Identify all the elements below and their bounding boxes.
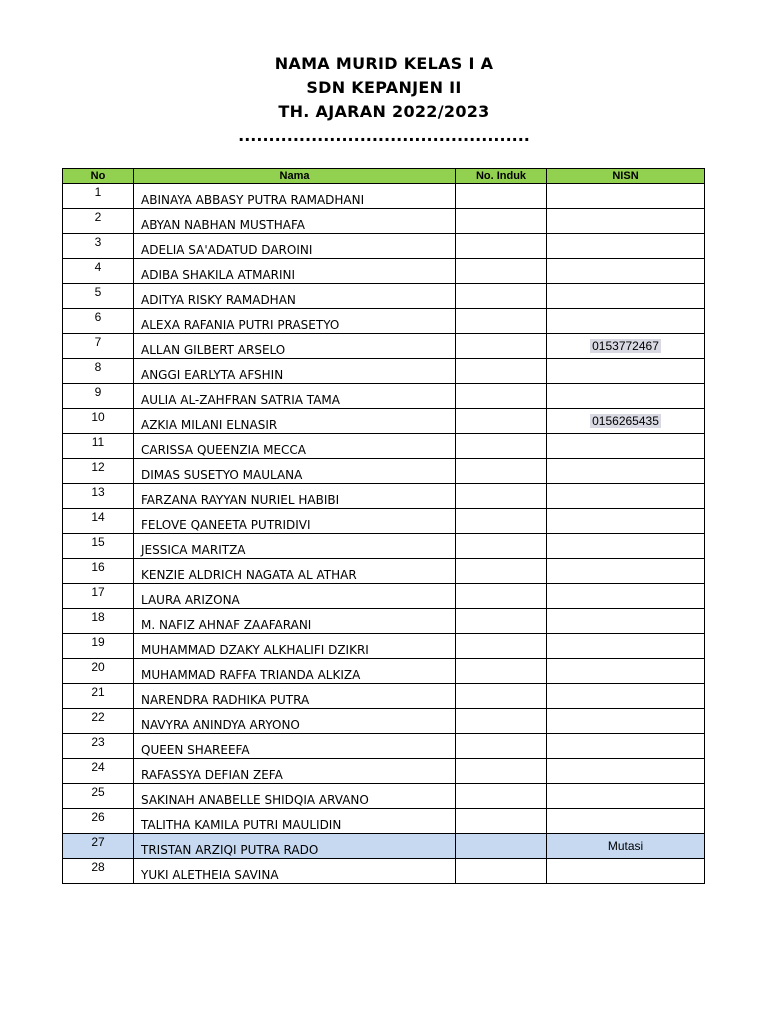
table-row bbox=[63, 784, 705, 809]
cell-nama: ADITYA RISKY RAMADHAN bbox=[134, 284, 456, 309]
column-header-no-induk: No. Induk bbox=[456, 169, 547, 184]
table-row bbox=[63, 684, 705, 709]
cell-nisn bbox=[547, 584, 705, 609]
cell-no-induk bbox=[456, 209, 547, 234]
column-header-nama: Nama bbox=[134, 169, 456, 184]
cell-no-induk bbox=[456, 709, 547, 734]
cell-no-induk bbox=[456, 634, 547, 659]
cell-no-induk bbox=[456, 759, 547, 784]
table-row bbox=[63, 634, 705, 659]
table-row bbox=[63, 834, 705, 859]
cell-nama: AULIA AL-ZAHFRAN SATRIA TAMA bbox=[134, 384, 456, 409]
title-line-1: NAMA MURID KELAS I A bbox=[274, 54, 494, 73]
cell-nisn bbox=[547, 559, 705, 584]
table-row bbox=[63, 209, 705, 234]
table-row bbox=[63, 609, 705, 634]
table-row bbox=[63, 434, 705, 459]
cell-nisn bbox=[547, 709, 705, 734]
cell-nisn bbox=[547, 334, 705, 359]
cell-no-induk bbox=[456, 284, 547, 309]
cell-no: 9 bbox=[63, 384, 134, 409]
table-row bbox=[63, 359, 705, 384]
cell-no: 17 bbox=[63, 584, 134, 609]
cell-no-induk bbox=[456, 234, 547, 259]
cell-nama: KENZIE ALDRICH NAGATA AL ATHAR bbox=[134, 559, 456, 584]
cell-nisn bbox=[547, 809, 705, 834]
cell-nama: TRISTAN ARZIQI PUTRA RADO bbox=[134, 834, 456, 859]
cell-nisn bbox=[547, 259, 705, 284]
cell-nama: FARZANA RAYYAN NURIEL HABIBI bbox=[134, 484, 456, 509]
table-header-row bbox=[63, 169, 705, 184]
cell-nama: ABINAYA ABBASY PUTRA RAMADHANI bbox=[134, 184, 456, 209]
cell-no: 12 bbox=[63, 459, 134, 484]
cell-no: 27 bbox=[63, 834, 134, 859]
cell-no: 3 bbox=[63, 234, 134, 259]
cell-nisn bbox=[547, 459, 705, 484]
cell-no: 11 bbox=[63, 434, 134, 459]
cell-no-induk bbox=[456, 409, 547, 434]
cell-no: 16 bbox=[63, 559, 134, 584]
cell-no-induk bbox=[456, 784, 547, 809]
cell-no-induk bbox=[456, 609, 547, 634]
cell-nisn bbox=[547, 659, 705, 684]
cell-no-induk bbox=[456, 509, 547, 534]
cell-nama: JESSICA MARITZA bbox=[134, 534, 456, 559]
table-row bbox=[63, 409, 705, 434]
title-line-2: SDN KEPANJEN II bbox=[306, 78, 462, 97]
cell-no: 15 bbox=[63, 534, 134, 559]
table-row bbox=[63, 259, 705, 284]
cell-nisn bbox=[547, 859, 705, 884]
cell-nama: LAURA ARIZONA bbox=[134, 584, 456, 609]
cell-no: 14 bbox=[63, 509, 134, 534]
cell-no-induk bbox=[456, 459, 547, 484]
cell-no-induk bbox=[456, 559, 547, 584]
table-row bbox=[63, 509, 705, 534]
table-row bbox=[63, 584, 705, 609]
cell-no-induk bbox=[456, 834, 547, 859]
nisn-value: 0153772467 bbox=[592, 339, 659, 353]
table-row bbox=[63, 709, 705, 734]
table-row bbox=[63, 459, 705, 484]
cell-no-induk bbox=[456, 259, 547, 284]
cell-nama: NAVYRA ANINDYA ARYONO bbox=[134, 709, 456, 734]
title-line-3: TH. AJARAN 2022/2023 bbox=[278, 102, 490, 121]
cell-no: 28 bbox=[63, 859, 134, 884]
cell-nama: DIMAS SUSETYO MAULANA bbox=[134, 459, 456, 484]
cell-nisn bbox=[547, 209, 705, 234]
cell-no: 23 bbox=[63, 734, 134, 759]
table-row bbox=[63, 659, 705, 684]
cell-no-induk bbox=[456, 859, 547, 884]
cell-no-induk bbox=[456, 484, 547, 509]
cell-nisn bbox=[547, 509, 705, 534]
title-dotted-line: ................................................ bbox=[238, 126, 530, 145]
table-row bbox=[63, 809, 705, 834]
table-row bbox=[63, 759, 705, 784]
cell-nama: ADELIA SA'ADATUD DAROINI bbox=[134, 234, 456, 259]
cell-nisn bbox=[547, 409, 705, 434]
cell-nisn bbox=[547, 184, 705, 209]
table-row bbox=[63, 534, 705, 559]
cell-nisn bbox=[547, 534, 705, 559]
cell-nama: ALLAN GILBERT ARSELO bbox=[134, 334, 456, 359]
cell-nisn bbox=[547, 759, 705, 784]
cell-no: 13 bbox=[63, 484, 134, 509]
cell-nama: NARENDRA RADHIKA PUTRA bbox=[134, 684, 456, 709]
cell-no-induk bbox=[456, 734, 547, 759]
cell-no: 4 bbox=[63, 259, 134, 284]
cell-no: 26 bbox=[63, 809, 134, 834]
cell-nama: ANGGI EARLYTA AFSHIN bbox=[134, 359, 456, 384]
cell-nisn bbox=[547, 634, 705, 659]
table-row bbox=[63, 559, 705, 584]
column-header-no: No bbox=[63, 169, 134, 184]
cell-nama: ADIBA SHAKILA ATMARINI bbox=[134, 259, 456, 284]
cell-nama: TALITHA KAMILA PUTRI MAULIDIN bbox=[134, 809, 456, 834]
cell-nama: FELOVE QANEETA PUTRIDIVI bbox=[134, 509, 456, 534]
cell-no: 6 bbox=[63, 309, 134, 334]
table-row bbox=[63, 859, 705, 884]
cell-no-induk bbox=[456, 684, 547, 709]
cell-nisn bbox=[547, 609, 705, 634]
table-row bbox=[63, 334, 705, 359]
cell-no-induk bbox=[456, 334, 547, 359]
cell-nisn bbox=[547, 684, 705, 709]
cell-nisn bbox=[547, 284, 705, 309]
cell-nisn bbox=[547, 309, 705, 334]
cell-no: 5 bbox=[63, 284, 134, 309]
cell-no-induk bbox=[456, 359, 547, 384]
nisn-value: 0156265435 bbox=[592, 414, 659, 428]
cell-nisn bbox=[547, 384, 705, 409]
cell-no: 1 bbox=[63, 184, 134, 209]
cell-no-induk bbox=[456, 184, 547, 209]
cell-nisn bbox=[547, 359, 705, 384]
cell-no-induk bbox=[456, 809, 547, 834]
table-row bbox=[63, 309, 705, 334]
table-row bbox=[63, 384, 705, 409]
cell-nama: M. NAFIZ AHNAF ZAAFARANI bbox=[134, 609, 456, 634]
cell-nama: SAKINAH ANABELLE SHIDQIA ARVANO bbox=[134, 784, 456, 809]
cell-nisn: Mutasi bbox=[547, 834, 705, 859]
column-header-nisn: NISN bbox=[547, 169, 705, 184]
cell-nama: ALEXA RAFANIA PUTRI PRASETYO bbox=[134, 309, 456, 334]
student-table bbox=[62, 168, 705, 884]
cell-no: 25 bbox=[63, 784, 134, 809]
table-row bbox=[63, 234, 705, 259]
cell-nama: MUHAMMAD DZAKY ALKHALIFI DZIKRI bbox=[134, 634, 456, 659]
cell-nisn bbox=[547, 484, 705, 509]
table-row bbox=[63, 284, 705, 309]
cell-no-induk bbox=[456, 534, 547, 559]
cell-nama: YUKI ALETHEIA SAVINA bbox=[134, 859, 456, 884]
table-row bbox=[63, 184, 705, 209]
cell-no: 21 bbox=[63, 684, 134, 709]
cell-nama: CARISSA QUEENZIA MECCA bbox=[134, 434, 456, 459]
cell-no: 18 bbox=[63, 609, 134, 634]
cell-no-induk bbox=[456, 659, 547, 684]
cell-no: 20 bbox=[63, 659, 134, 684]
cell-no-induk bbox=[456, 309, 547, 334]
cell-no-induk bbox=[456, 384, 547, 409]
cell-nisn bbox=[547, 784, 705, 809]
cell-nama: QUEEN SHAREEFA bbox=[134, 734, 456, 759]
cell-nama: RAFASSYA DEFIAN ZEFA bbox=[134, 759, 456, 784]
cell-nisn bbox=[547, 234, 705, 259]
cell-no-induk bbox=[456, 584, 547, 609]
cell-no: 8 bbox=[63, 359, 134, 384]
document-header bbox=[0, 52, 768, 146]
table-row bbox=[63, 484, 705, 509]
cell-nama: ABYAN NABHAN MUSTHAFA bbox=[134, 209, 456, 234]
cell-nama: MUHAMMAD RAFFA TRIANDA ALKIZA bbox=[134, 659, 456, 684]
cell-no: 10 bbox=[63, 409, 134, 434]
cell-no: 22 bbox=[63, 709, 134, 734]
cell-nisn bbox=[547, 734, 705, 759]
cell-nama: AZKIA MILANI ELNASIR bbox=[134, 409, 456, 434]
cell-no: 19 bbox=[63, 634, 134, 659]
cell-no: 7 bbox=[63, 334, 134, 359]
cell-nisn bbox=[547, 434, 705, 459]
cell-no: 2 bbox=[63, 209, 134, 234]
cell-no: 24 bbox=[63, 759, 134, 784]
cell-no-induk bbox=[456, 434, 547, 459]
table-row bbox=[63, 734, 705, 759]
